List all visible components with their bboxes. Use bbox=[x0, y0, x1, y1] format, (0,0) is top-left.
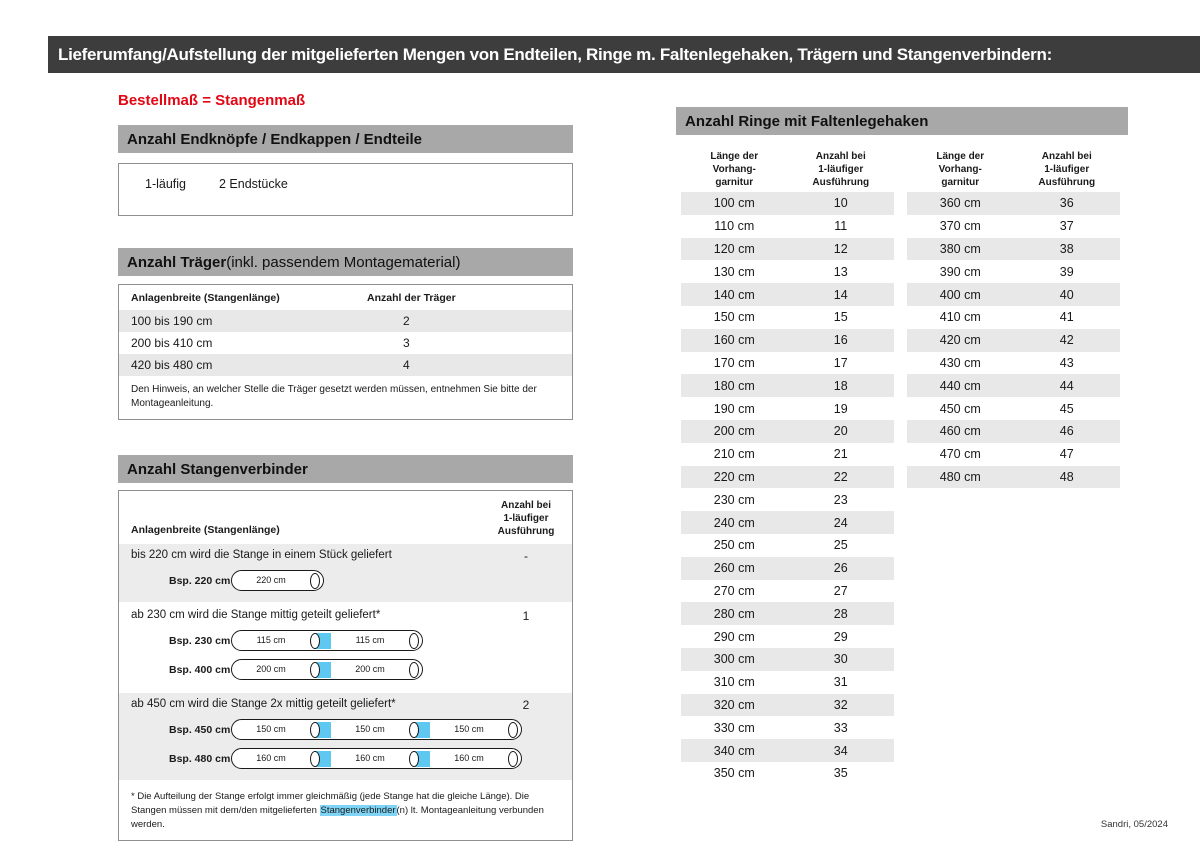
right-column bbox=[676, 107, 1128, 785]
ring-count-cell: 36 bbox=[1059, 196, 1074, 211]
ring-count-cell: 44 bbox=[1059, 378, 1074, 393]
table-row bbox=[907, 420, 1120, 443]
ring-length-cell: 470 cm bbox=[939, 447, 981, 462]
rod-segment: 115 cm bbox=[256, 635, 286, 645]
table-row bbox=[681, 557, 894, 580]
rod-example-row bbox=[119, 566, 572, 595]
verbinder-table-header bbox=[119, 491, 572, 542]
endteile-box bbox=[118, 163, 573, 216]
verbinder-count: 1 bbox=[522, 609, 530, 623]
bestellmass-note: Bestellmaß = Stangenmaß bbox=[118, 92, 306, 109]
ring-count-cell: 42 bbox=[1059, 333, 1074, 348]
rod-diagram bbox=[231, 719, 522, 740]
ring-length-cell: 180 cm bbox=[713, 378, 755, 393]
ring1-col1-header bbox=[681, 150, 788, 192]
section-title-traeger-bold: Anzahl Träger bbox=[127, 253, 227, 271]
rod-end-oval-icon bbox=[409, 662, 419, 678]
ring-count-cell: 10 bbox=[833, 196, 848, 211]
rod-end-oval-icon bbox=[409, 633, 419, 649]
rod-end-oval-icon bbox=[508, 722, 518, 738]
section-header-endteile bbox=[118, 125, 573, 153]
table-row bbox=[681, 306, 894, 329]
verbinder-rule-row bbox=[119, 549, 572, 563]
ring-count-cell: 38 bbox=[1059, 241, 1074, 256]
footnote-pre: * Die Aufteilung der Stange erfolgt immer gleichmäßig (jede Stange hat die gleiche Länge). Die Stangen müssen mit dem/den mitgelieferten bbox=[131, 791, 530, 816]
section-title-traeger-rest: (inkl. passendem Montagematerial) bbox=[226, 253, 461, 271]
ring-length-cell: 120 cm bbox=[713, 241, 755, 256]
rod-joint-oval-icon bbox=[310, 633, 320, 649]
ring1-col1-line3: garnitur bbox=[715, 177, 754, 188]
ring-count-cell: 25 bbox=[833, 538, 848, 553]
ring-length-cell: 460 cm bbox=[939, 424, 981, 439]
rod-connector bbox=[409, 751, 430, 767]
ring-length-cell: 330 cm bbox=[713, 720, 755, 735]
table-row bbox=[119, 332, 572, 354]
rod-end-oval-icon bbox=[310, 573, 320, 589]
rod-end-oval-icon bbox=[508, 751, 518, 767]
ring-count-cell: 31 bbox=[833, 675, 848, 690]
ring-count-cell: 12 bbox=[833, 241, 848, 256]
verbinder-rule-text: bis 220 cm wird die Stange in einem Stück geliefert bbox=[131, 549, 392, 561]
table-row bbox=[907, 329, 1120, 352]
ring-length-cell: 440 cm bbox=[939, 378, 981, 393]
ring-length-cell: 240 cm bbox=[713, 515, 755, 530]
ring-count-cell: 16 bbox=[833, 333, 848, 348]
ring-count-cell: 28 bbox=[833, 606, 848, 621]
section-header-verbinder bbox=[118, 455, 573, 483]
ring-length-cell: 160 cm bbox=[713, 333, 755, 348]
traeger-col1-header: Anlagenbreite (Stangenlänge) bbox=[131, 291, 280, 304]
ring2-col2-header bbox=[1014, 150, 1121, 192]
rod-connector bbox=[310, 751, 331, 767]
ring-length-cell: 250 cm bbox=[713, 538, 755, 553]
table-row bbox=[907, 443, 1120, 466]
ring1-col2-line2: 1-läufiger bbox=[818, 164, 864, 175]
ring-length-cell: 110 cm bbox=[714, 219, 755, 234]
ring-count-cell: 15 bbox=[833, 310, 848, 325]
section-header-traeger bbox=[118, 248, 573, 276]
table-row bbox=[681, 625, 894, 648]
verbinder-rule-text: ab 450 cm wird die Stange 2x mittig geteilt geliefert* bbox=[131, 698, 396, 710]
left-column bbox=[118, 90, 573, 841]
ring-length-cell: 140 cm bbox=[713, 287, 755, 302]
ring1-col2-line3: Ausführung bbox=[812, 177, 870, 188]
rod-segment: 150 cm bbox=[256, 724, 286, 734]
ring-count-cell: 13 bbox=[833, 264, 848, 279]
rod-joint-oval-icon bbox=[310, 662, 320, 678]
rod-segment: 115 cm bbox=[355, 635, 385, 645]
ring-length-cell: 290 cm bbox=[713, 629, 755, 644]
rod-example-label: Bsp. 480 cm bbox=[169, 752, 231, 765]
table-row bbox=[681, 260, 894, 283]
ring-length-cell: 270 cm bbox=[713, 583, 755, 598]
traeger-range-cell: 420 bis 480 cm bbox=[131, 358, 213, 372]
traeger-note: Den Hinweis, an welcher Stelle die Träger gesetzt werden müssen, entnehmen Sie bitte der Montageanleitung. bbox=[131, 384, 537, 409]
ring-count-cell: 27 bbox=[833, 583, 848, 598]
ring-length-cell: 200 cm bbox=[713, 424, 755, 439]
rod-example-label: Bsp. 220 cm bbox=[169, 574, 231, 587]
ring1-col1-line1: Länge der bbox=[710, 151, 759, 162]
rod-diagram bbox=[231, 630, 423, 651]
ring1-col1-line2: Vorhang- bbox=[712, 164, 756, 175]
ring-count-cell: 46 bbox=[1059, 424, 1074, 439]
verbinder-rule-row bbox=[119, 609, 572, 623]
rod-joint-oval-icon bbox=[409, 722, 419, 738]
ring-table-1-header bbox=[681, 147, 894, 192]
ring-count-cell: 30 bbox=[833, 652, 848, 667]
verbinder-col1-header: Anlagenbreite (Stangenlänge) bbox=[131, 524, 280, 536]
table-row bbox=[681, 739, 894, 762]
ring-count-cell: 19 bbox=[833, 401, 848, 416]
ring-length-cell: 480 cm bbox=[939, 469, 981, 484]
verbinder-group bbox=[119, 544, 572, 602]
table-row bbox=[681, 238, 894, 261]
verbinder-group bbox=[119, 693, 572, 780]
ring-length-cell: 220 cm bbox=[713, 469, 755, 484]
ring-table-2-header bbox=[907, 147, 1120, 192]
traeger-range-cell: 100 bis 190 cm bbox=[131, 314, 213, 328]
ring-table-1-rows bbox=[681, 192, 894, 785]
rod-example-label: Bsp. 400 cm bbox=[169, 663, 231, 676]
table-row bbox=[681, 352, 894, 375]
ring-length-cell: 320 cm bbox=[713, 697, 755, 712]
ring-length-cell: 420 cm bbox=[939, 333, 981, 348]
verbinder-count: 2 bbox=[522, 698, 530, 712]
ring-count-cell: 22 bbox=[833, 469, 848, 484]
rod-segment: 150 cm bbox=[454, 724, 484, 734]
endteile-variant: 1-läufig bbox=[145, 177, 186, 191]
table-row bbox=[681, 602, 894, 625]
traeger-count-cell: 3 bbox=[403, 336, 410, 350]
traeger-count-cell: 2 bbox=[403, 314, 410, 328]
traeger-box bbox=[118, 284, 573, 420]
ring-count-cell: 32 bbox=[833, 697, 848, 712]
ring-count-cell: 17 bbox=[833, 355, 848, 370]
page-title: Lieferumfang/Aufstellung der mitgelieferten Mengen von Endteilen, Ringe m. Faltenlegehaken, Trägern und Stangenverbindern: bbox=[58, 44, 1052, 64]
verbinder-col2-line3: Ausführung bbox=[497, 526, 555, 537]
rod-joint-oval-icon bbox=[310, 751, 320, 767]
ring-count-cell: 47 bbox=[1059, 447, 1074, 462]
section-title-ringe: Anzahl Ringe mit Faltenlegehaken bbox=[685, 112, 929, 130]
rod-example-row bbox=[119, 626, 572, 655]
ring-count-cell: 21 bbox=[833, 447, 848, 462]
table-row bbox=[681, 694, 894, 717]
rod-segment: 200 cm bbox=[355, 664, 385, 674]
ring-length-cell: 390 cm bbox=[939, 264, 981, 279]
table-row bbox=[681, 215, 894, 238]
rod-example-label: Bsp. 230 cm bbox=[169, 634, 231, 647]
verbinder-col2-line1: Anzahl bei bbox=[500, 500, 551, 511]
ring-length-cell: 380 cm bbox=[939, 241, 981, 256]
table-row bbox=[681, 534, 894, 557]
rod-connector bbox=[409, 722, 430, 738]
ring2-col2-line2: 1-läufiger bbox=[1044, 164, 1090, 175]
rod-example-row bbox=[119, 715, 572, 744]
ring2-col2-line1: Anzahl bei bbox=[1041, 151, 1092, 162]
ring-length-cell: 260 cm bbox=[713, 561, 755, 576]
table-row bbox=[681, 283, 894, 306]
rod-segment: 160 cm bbox=[454, 753, 484, 763]
ring-table-1 bbox=[681, 147, 894, 785]
rod-diagram bbox=[231, 570, 324, 591]
endteile-count: 2 Endstücke bbox=[219, 177, 288, 191]
ring-length-cell: 410 cm bbox=[939, 310, 981, 325]
ring-length-cell: 170 cm bbox=[713, 355, 755, 370]
table-row bbox=[681, 466, 894, 489]
ring-count-cell: 29 bbox=[833, 629, 848, 644]
ring-length-cell: 230 cm bbox=[713, 492, 755, 507]
ring-length-cell: 310 cm bbox=[713, 675, 755, 690]
rod-example-row bbox=[119, 655, 572, 684]
table-row bbox=[681, 329, 894, 352]
verbinder-footnote bbox=[119, 780, 572, 840]
ring-count-cell: 11 bbox=[834, 219, 848, 234]
rod-connector bbox=[310, 722, 331, 738]
ring1-col2-header bbox=[788, 150, 895, 192]
rod-joint-oval-icon bbox=[409, 751, 419, 767]
traeger-col2-header: Anzahl der Träger bbox=[367, 291, 456, 304]
table-row bbox=[681, 488, 894, 511]
ring-count-cell: 35 bbox=[833, 766, 848, 781]
section-header-ringe bbox=[676, 107, 1128, 135]
ring-count-cell: 45 bbox=[1059, 401, 1074, 416]
rod-example-label: Bsp. 450 cm bbox=[169, 723, 231, 736]
traeger-table-header bbox=[119, 285, 572, 310]
ring-length-cell: 430 cm bbox=[939, 355, 981, 370]
ring2-col1-line3: garnitur bbox=[941, 177, 980, 188]
page-title-bar bbox=[48, 36, 1200, 73]
rod-segment: 160 cm bbox=[355, 753, 385, 763]
ring-length-cell: 350 cm bbox=[713, 766, 755, 781]
rod-example-row bbox=[119, 744, 572, 773]
verbinder-group bbox=[119, 604, 572, 691]
traeger-range-cell: 200 bis 410 cm bbox=[131, 336, 213, 350]
traeger-rows bbox=[119, 310, 572, 376]
ring-count-cell: 37 bbox=[1059, 219, 1074, 234]
table-row bbox=[907, 215, 1120, 238]
rod-segment: 150 cm bbox=[355, 724, 385, 734]
ring-count-cell: 18 bbox=[833, 378, 848, 393]
rod-joint-oval-icon bbox=[310, 722, 320, 738]
table-row bbox=[907, 374, 1120, 397]
footnote-post: (n) lt. Montageanleitung verbunden werden. bbox=[131, 804, 544, 830]
ring-length-cell: 360 cm bbox=[939, 196, 981, 211]
ring-length-cell: 280 cm bbox=[713, 606, 755, 621]
table-row bbox=[681, 374, 894, 397]
rod-diagram bbox=[231, 659, 423, 680]
ring-length-cell: 300 cm bbox=[713, 652, 755, 667]
ring2-col1-line1: Länge der bbox=[936, 151, 985, 162]
ring-tables bbox=[676, 147, 1128, 785]
verbinder-groups bbox=[119, 544, 572, 780]
traeger-count-cell: 4 bbox=[403, 358, 410, 372]
verbinder-count: - bbox=[524, 549, 528, 563]
table-row bbox=[907, 352, 1120, 375]
ring-length-cell: 210 cm bbox=[713, 447, 755, 462]
ring-count-cell: 24 bbox=[833, 515, 848, 530]
ring-length-cell: 150 cm bbox=[713, 310, 755, 325]
verbinder-rule-text: ab 230 cm wird die Stange mittig geteilt geliefert* bbox=[131, 609, 381, 621]
ring-table-2-rows bbox=[907, 192, 1120, 488]
table-row bbox=[907, 283, 1120, 306]
ring2-col2-line3: Ausführung bbox=[1038, 177, 1096, 188]
ring-length-cell: 400 cm bbox=[939, 287, 981, 302]
table-row bbox=[907, 260, 1120, 283]
ring-count-cell: 41 bbox=[1059, 310, 1074, 325]
table-row bbox=[681, 762, 894, 785]
ring-count-cell: 20 bbox=[833, 424, 848, 439]
ring-length-cell: 340 cm bbox=[713, 743, 755, 758]
table-row bbox=[681, 443, 894, 466]
ring-count-cell: 26 bbox=[833, 561, 848, 576]
rod-segment: 220 cm bbox=[256, 575, 286, 585]
ring-length-cell: 450 cm bbox=[939, 401, 981, 416]
footnote-highlight: Stangenverbinder bbox=[320, 804, 396, 816]
table-row bbox=[119, 310, 572, 332]
section-title-verbinder: Anzahl Stangenverbinder bbox=[127, 460, 308, 478]
table-row bbox=[681, 397, 894, 420]
rod-segment: 200 cm bbox=[256, 664, 286, 674]
ring-count-cell: 48 bbox=[1059, 469, 1074, 484]
verbinder-rule-row bbox=[119, 698, 572, 712]
ring2-col1-line2: Vorhang- bbox=[938, 164, 982, 175]
table-row bbox=[681, 671, 894, 694]
table-row bbox=[907, 466, 1120, 489]
table-row bbox=[681, 716, 894, 739]
rod-connector bbox=[310, 633, 331, 649]
ring1-col2-line1: Anzahl bei bbox=[815, 151, 866, 162]
verbinder-col2-header bbox=[480, 499, 572, 538]
verbinder-box bbox=[118, 490, 573, 841]
ring-count-cell: 34 bbox=[833, 743, 848, 758]
rod-connector bbox=[310, 662, 331, 678]
footer-credit: Sandri, 05/2024 bbox=[1100, 819, 1168, 830]
ring-count-cell: 14 bbox=[833, 287, 848, 302]
ring-length-cell: 100 cm bbox=[713, 196, 755, 211]
ring-count-cell: 23 bbox=[833, 492, 848, 507]
table-row bbox=[681, 511, 894, 534]
table-row bbox=[907, 192, 1120, 215]
table-row bbox=[907, 397, 1120, 420]
ring-length-cell: 190 cm bbox=[713, 401, 755, 416]
table-row bbox=[681, 648, 894, 671]
table-row bbox=[681, 580, 894, 603]
ring-length-cell: 130 cm bbox=[713, 264, 755, 279]
section-title-endteile: Anzahl Endknöpfe / Endkappen / Endteile bbox=[127, 130, 423, 148]
ring-count-cell: 39 bbox=[1059, 264, 1074, 279]
table-row bbox=[907, 238, 1120, 261]
table-row bbox=[681, 420, 894, 443]
verbinder-col2-line2: 1-läufiger bbox=[503, 513, 549, 524]
ring-count-cell: 40 bbox=[1059, 287, 1074, 302]
ring-count-cell: 43 bbox=[1059, 355, 1074, 370]
ring2-col1-header bbox=[907, 150, 1014, 192]
table-row bbox=[907, 306, 1120, 329]
ring-count-cell: 33 bbox=[833, 720, 848, 735]
ring-table-2 bbox=[907, 147, 1120, 785]
ring-length-cell: 370 cm bbox=[939, 219, 981, 234]
rod-segment: 160 cm bbox=[256, 753, 286, 763]
rod-diagram bbox=[231, 748, 522, 769]
table-row bbox=[119, 354, 572, 376]
table-row bbox=[681, 192, 894, 215]
